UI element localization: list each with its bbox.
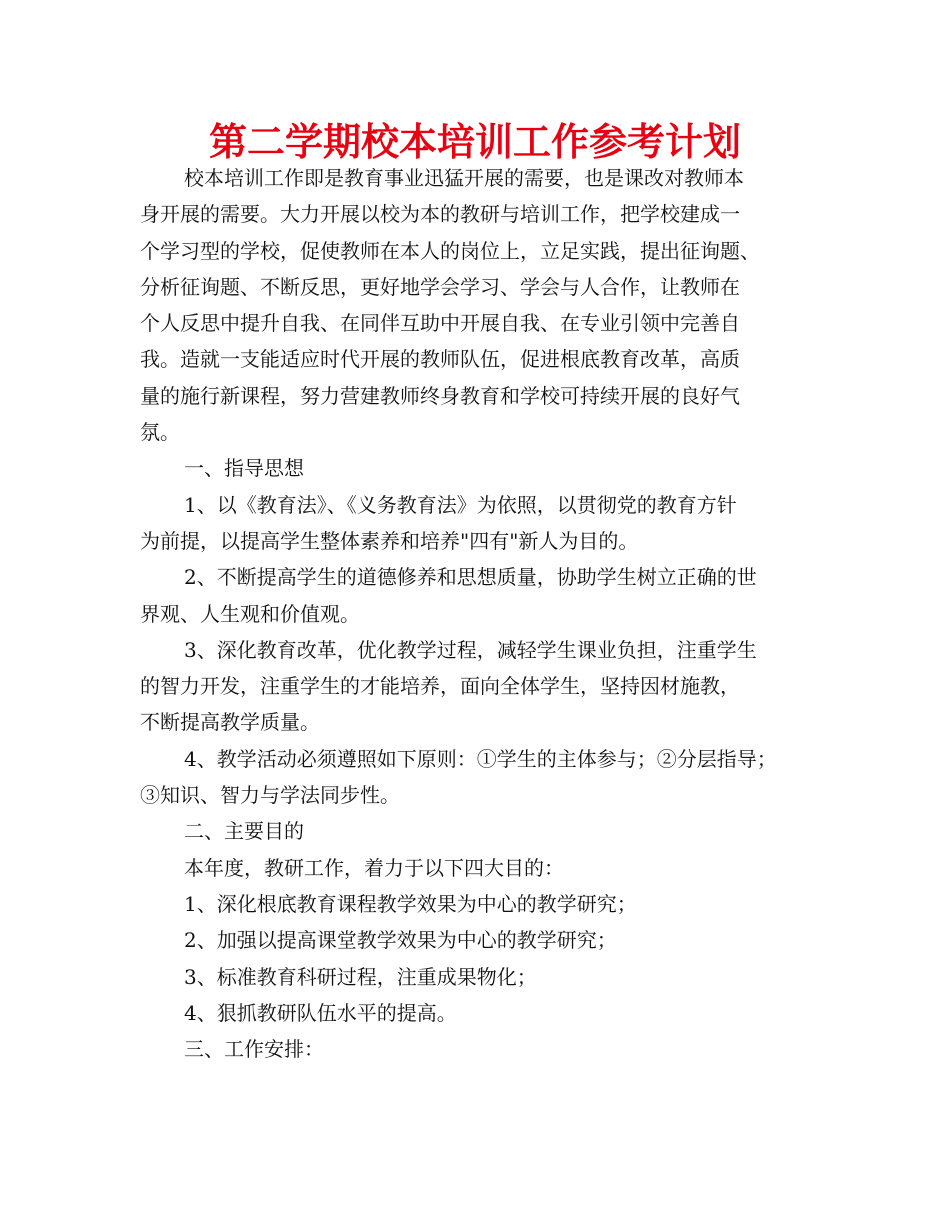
- body-line: 本年度，教研工作，着力于以下四大目的：: [184, 855, 564, 880]
- body-line: 二、主要目的: [184, 819, 304, 844]
- document-body: [140, 160, 820, 1067]
- body-line: 4、狠抓教研队伍水平的提高。: [184, 1000, 457, 1025]
- body-line: 身开展的需要。大力开展以校为本的教研与培训工作，把学校建成一: [140, 202, 740, 227]
- body-line: 不断提高教学质量。: [140, 710, 320, 735]
- body-line: 三、工作安排：: [184, 1037, 324, 1062]
- body-line: 3、深化教育改革，优化教学过程，减轻学生课业负担，注重学生: [184, 637, 757, 662]
- body-line: 我。造就一支能适应时代开展的教师队伍，促进根底教育改革，高质: [140, 347, 740, 372]
- body-line: ③知识、智力与学法同步性。: [140, 783, 400, 808]
- body-line: 3、标准教育科研过程，注重成果物化；: [184, 964, 537, 989]
- body-line: 4、教学活动必须遵照如下原则：①学生的主体参与；②分层指导；: [184, 746, 777, 771]
- body-line: 为前提，以提高学生整体素养和培养"四有"新人为目的。: [140, 528, 639, 553]
- body-line: 个人反思中提升自我、在同伴互助中开展自我、在专业引领中完善自: [140, 311, 740, 336]
- body-line: 分析征询题、不断反思，更好地学会学习、学会与人合作，让教师在: [140, 274, 740, 299]
- document-title: 第二学期校本培训工作参考计划: [208, 120, 741, 164]
- body-line: 校本培训工作即是教育事业迅猛开展的需要，也是课改对教师本: [184, 166, 744, 190]
- body-line: 的智力开发，注重学生的才能培养，面向全体学生，坚持因材施教，: [140, 674, 740, 699]
- body-line: 界观、人生观和价值观。: [140, 601, 360, 626]
- body-line: 一、指导思想: [184, 456, 304, 481]
- body-line: 个学习型的学校，促使教师在本人的岗位上，立足实践，提出征询题、: [140, 238, 760, 263]
- body-line: 1、以《教育法》、《义务教育法》为依照，以贯彻党的教育方针: [184, 492, 737, 517]
- body-line: 氛。: [140, 420, 180, 445]
- body-line: 量的施行新课程，努力营建教师终身教育和学校可持续开展的良好气: [140, 383, 740, 408]
- body-line: 2、加强以提高课堂教学效果为中心的教学研究；: [184, 928, 617, 953]
- body-line: 2、不断提高学生的道德修养和思想质量，协助学生树立正确的世: [184, 565, 757, 590]
- body-line: 1、深化根底教育课程教学效果为中心的教学研究；: [184, 891, 637, 916]
